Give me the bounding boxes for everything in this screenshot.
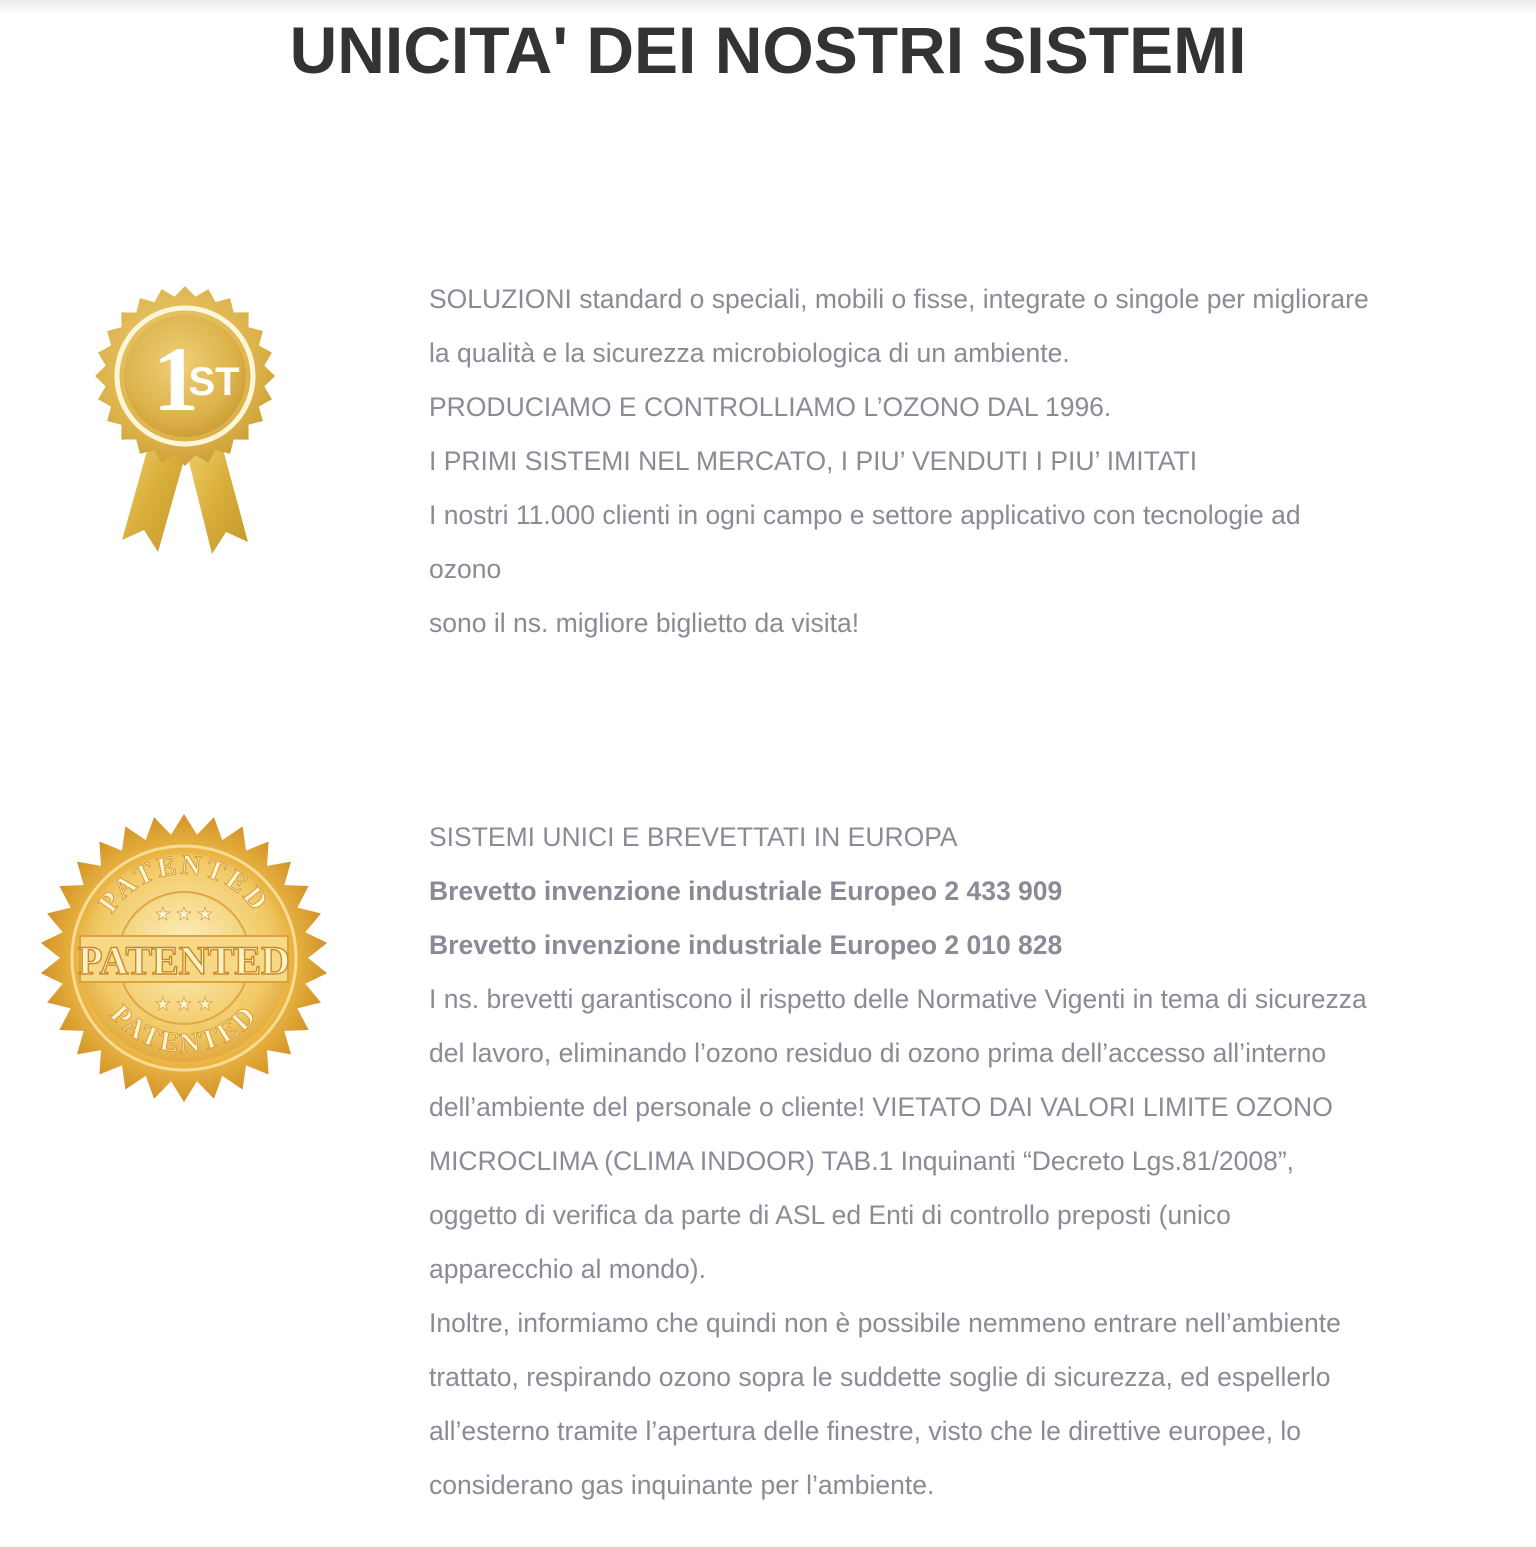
section-one-line: PRODUCIAMO E CONTROLLIAMO L’OZONO DAL 1996. bbox=[429, 392, 1112, 422]
page-title: UNICITA' DEI NOSTRI SISTEMI bbox=[289, 13, 1247, 87]
section-two-line: oggetto di verifica da parte di ASL ed Enti di controllo preposti (unico bbox=[429, 1200, 1231, 1230]
section-two-heading: SISTEMI UNICI E BREVETTATI IN EUROPA bbox=[429, 822, 958, 852]
section-one-line: I PRIMI SISTEMI NEL MERCATO, I PIU’ VENDUTI I PIU’ IMITATI bbox=[429, 446, 1198, 476]
section-two-line: Inoltre, informiamo che quindi non è possibile nemmeno entrare nell’ambiente bbox=[429, 1308, 1341, 1338]
section-two-text bbox=[429, 810, 1509, 1512]
section-two-line: apparecchio al mondo). bbox=[429, 1254, 706, 1284]
patented-seal-icon bbox=[38, 812, 330, 1104]
svg-text:★ ★ ★: ★ ★ ★ bbox=[154, 994, 214, 1014]
section-one-line: ozono bbox=[429, 554, 502, 584]
badge-patented-ring-bottom: PATENTED bbox=[103, 998, 265, 1060]
first-place-ribbon-icon bbox=[92, 280, 278, 560]
section-one-line: la qualità e la sicurezza microbiologica di un ambiente. bbox=[429, 338, 1070, 368]
section-two-line: MICROCLIMA (CLIMA INDOOR) TAB.1 Inquinanti “Decreto Lgs.81/2008”, bbox=[429, 1146, 1295, 1176]
patent-line: Brevetto invenzione industriale Europeo 2 010 828 bbox=[429, 930, 1063, 960]
patent-line: Brevetto invenzione industriale Europeo 2 433 909 bbox=[429, 876, 1063, 906]
section-one-line: sono il ns. migliore biglietto da visita! bbox=[429, 608, 860, 638]
section-one-line: SOLUZIONI standard o speciali, mobili o fisse, integrate o singole per migliorare bbox=[429, 284, 1369, 314]
section-two-line: all’esterno tramite l’apertura delle finestre, visto che le direttive europee, lo bbox=[429, 1416, 1302, 1446]
badge-first-suffix: ST bbox=[188, 360, 240, 404]
section-two-line: trattato, respirando ozono sopra le suddette soglie di sicurezza, ed espellerlo bbox=[429, 1362, 1331, 1392]
badge-first-main: 1 bbox=[153, 328, 199, 430]
badge-patented-ring-top: PATENTED bbox=[92, 849, 276, 919]
section-one-text bbox=[429, 272, 1509, 650]
badge-patented-center: PATENTED bbox=[78, 938, 290, 983]
section-two-line: considerano gas inquinante per l’ambiente. bbox=[429, 1470, 935, 1500]
section-two-line: del lavoro, eliminando l’ozono residuo di ozono prima dell’accesso all’interno bbox=[429, 1038, 1327, 1068]
svg-text:★ ★ ★: ★ ★ ★ bbox=[154, 904, 214, 924]
section-two-line: I ns. brevetti garantiscono il rispetto delle Normative Vigenti in tema di sicurezza bbox=[429, 984, 1367, 1014]
section-two-line: dell’ambiente del personale o cliente! VIETATO DAI VALORI LIMITE OZONO bbox=[429, 1092, 1333, 1122]
section-one-line: I nostri 11.000 clienti in ogni campo e settore applicativo con tecnologie ad bbox=[429, 500, 1301, 530]
